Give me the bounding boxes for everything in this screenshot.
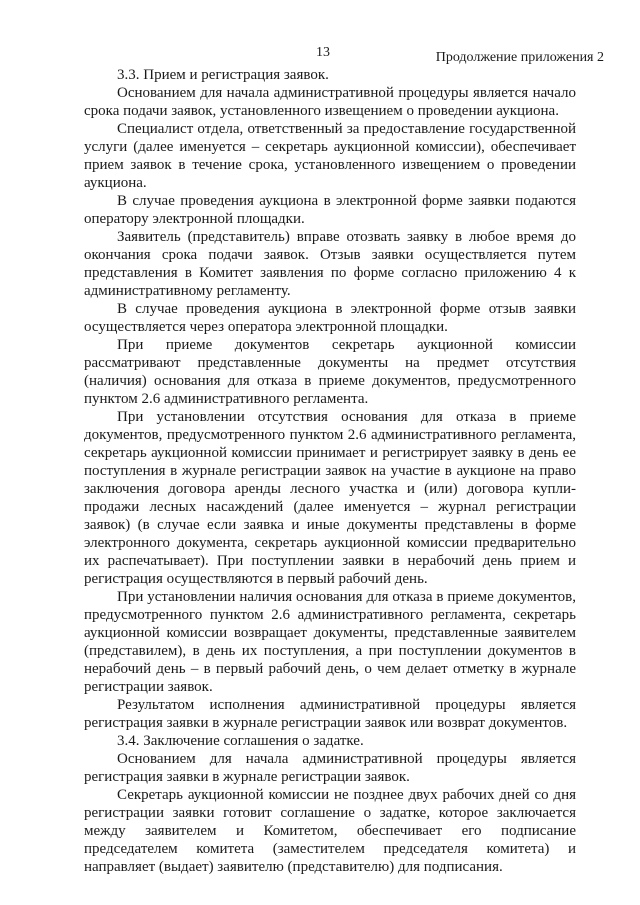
paragraph: Заявитель (представитель) вправе отозвать заявку в любое время до окончания срока подачи заявок. Отзыв заявки осуществляется путем представления в Комитет заявления по форме согласно приложению 4 к административному регламенту. <box>84 229 576 299</box>
paragraph: Результатом исполнения административной процедуры является регистрация заявки в журнале регистрации заявок или возврат документов. <box>84 697 576 731</box>
page-number: 13 <box>316 45 330 60</box>
paragraph: При приеме документов секретарь аукционной комиссии рассматривают представленные документы на предмет отсутствия (наличия) основания для отказа в приеме документов, предусмотренного пунктом 2.6 административного регламента. <box>84 337 576 407</box>
paragraph: При установлении отсутствия основания для отказа в приеме документов, предусмотренного пунктом 2.6 административного регламента, секретарь аукционной комиссии принимает и регистрирует заявку в день ее поступления в журнале регистрации заявок на участие в аукционе на право заключения договора аренды лесного участка и (или) договора купли-продажи лесных насаждений (далее именуется – журнал регистрации заявок) (в случае если заявка и иные документы представлены в форме электронного документа, секретарь аукционной комиссии предварительно их распечатывает). При поступлении заявки в нерабочий день прием и регистрация осуществляются в первый рабочий день. <box>84 409 576 587</box>
appendix-continuation-note: Продолжение приложения 2 <box>435 50 604 65</box>
document-body <box>84 66 576 876</box>
section-heading: 3.3. Прием и регистрация заявок. <box>117 67 329 83</box>
paragraph: Основанием для начала административной процедуры является регистрация заявки в журнале регистрации заявок. <box>84 751 576 785</box>
paragraph: Специалист отдела, ответственный за предоставление государственной услуги (далее именуется – секретарь аукционной комиссии), обеспечивает прием заявок в течение срока, установленного извещением о проведении аукциона. <box>84 121 576 191</box>
paragraph: Основанием для начала административной процедуры является начало срока подачи заявок, установленного извещением о проведении аукциона. <box>84 85 576 119</box>
paragraph: Секретарь аукционной комиссии не позднее двух рабочих дней со дня регистрации заявки готовит соглашение о задатке, которое заключается между заявителем и Комитетом, обеспечивает его подписание председателем комитета (заместителем председателя комитета) и направляет (выдает) заявителю (представителю) для подписания. <box>84 787 576 875</box>
section-heading: 3.4. Заключение соглашения о задатке. <box>117 733 364 749</box>
paragraph: В случае проведения аукциона в электронной форме отзыв заявки осуществляется через оператора электронной площадки. <box>84 301 576 335</box>
paragraph: При установлении наличия основания для отказа в приеме документов, предусмотренного пунктом 2.6 административного регламента, секретарь аукционной комиссии возвращает документы, представленные заявителем (представилем), в день их поступления, а при поступлении документов в нерабочий день – в первый рабочий день, о чем делает отметку в журнале регистрации заявок. <box>84 589 576 695</box>
paragraph: В случае проведения аукциона в электронной форме заявки подаются оператору электронной площадки. <box>84 193 576 227</box>
